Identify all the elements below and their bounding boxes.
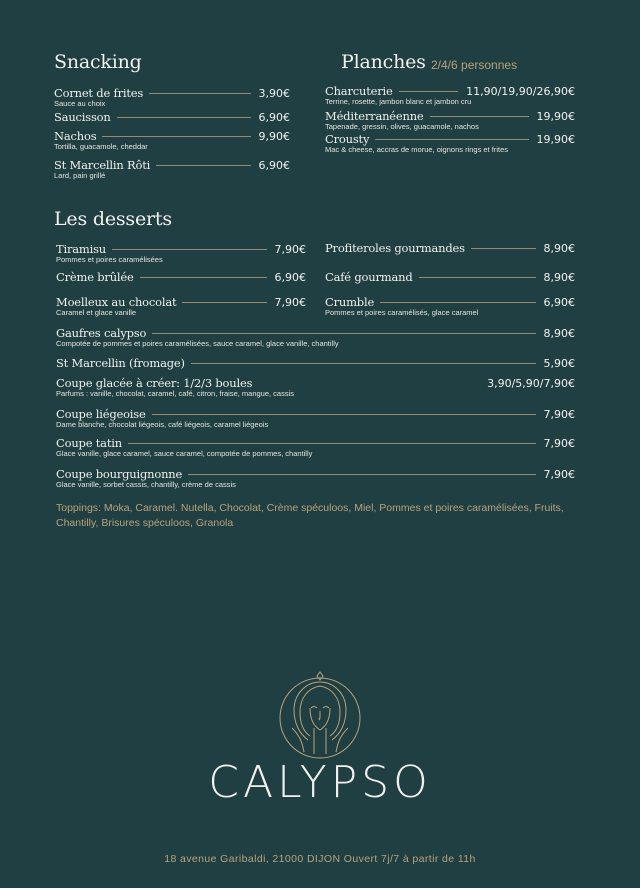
item-price: 7,90€ <box>274 295 306 309</box>
menu-item-line <box>56 376 575 390</box>
leader-divider <box>152 333 535 334</box>
menu-item-line <box>56 356 575 370</box>
item-price: 6,90€ <box>543 295 575 309</box>
leader-divider <box>152 414 536 415</box>
desserts-menu-item <box>325 241 575 254</box>
leader-divider <box>380 302 535 303</box>
item-price: 5,90€ <box>543 356 575 370</box>
item-name: St Marcellin (fromage) <box>56 356 185 370</box>
menu-item-line <box>56 407 575 421</box>
leader-divider <box>430 116 529 117</box>
item-name: Charcuterie <box>325 84 393 98</box>
leader-divider <box>156 165 250 166</box>
leader-divider <box>182 302 266 303</box>
snacking-title: Snacking <box>54 51 142 73</box>
desserts-menu-item <box>56 242 306 264</box>
planches-title: Planches <box>341 51 426 73</box>
footer-address: 18 avenue Garibaldi, 21000 DIJON Ouvert 7j/7 à partir de 11h <box>164 853 476 865</box>
item-name: Profiteroles gourmandes <box>325 241 465 255</box>
desserts-menu-item <box>56 270 306 283</box>
menu-item-line <box>56 467 575 481</box>
desserts-menu-item <box>56 467 575 489</box>
item-description: Pommes et poires caramélisées <box>56 255 163 264</box>
item-description: Sauce au choix <box>54 99 106 108</box>
brand-name: CALYPSO <box>208 757 432 808</box>
item-price: 7,90€ <box>543 407 575 421</box>
item-description: Tapenade, gressin, olives, guacamole, nachos <box>325 122 479 131</box>
item-name: Moelleux au chocolat <box>56 295 177 309</box>
item-name: Nachos <box>54 129 97 143</box>
item-name: Coupe glacée à créer: 1/2/3 boules <box>56 376 253 390</box>
desserts-menu-item <box>56 295 306 317</box>
item-name: Crème brûlée <box>56 270 134 284</box>
item-price: 7,90€ <box>274 242 306 256</box>
menu-item-line <box>325 241 575 255</box>
item-description: Pommes et poires caramélisés, glace caramel <box>325 308 479 317</box>
leader-divider <box>399 91 458 92</box>
desserts-menu-item <box>56 356 575 369</box>
item-description: Lard, pain grillé <box>54 171 106 180</box>
leader-divider <box>149 93 250 94</box>
snacking-menu-item <box>54 129 290 151</box>
leader-divider <box>117 117 251 118</box>
snacking-menu-item <box>54 86 290 108</box>
desserts-menu-item <box>56 326 575 348</box>
item-name: Gaufres calypso <box>56 326 147 340</box>
menu-item-line <box>54 110 290 124</box>
item-description: Glace vanille, sorbet cassis, chantilly, crème de cassis <box>56 480 236 489</box>
item-description: Parfums : vanille, chocolat, caramel, café, citron, fraise, mangue, cassis <box>56 389 295 398</box>
item-name: St Marcellin Rôti <box>54 158 151 172</box>
menu-item-line <box>54 86 290 100</box>
leader-divider <box>102 136 250 137</box>
desserts-menu-item <box>56 376 575 398</box>
menu-item-line <box>56 295 306 309</box>
leader-divider <box>375 139 528 140</box>
item-price: 8,90€ <box>543 241 575 255</box>
leader-divider <box>140 277 267 278</box>
item-name: Tiramisu <box>56 242 106 256</box>
item-description: Dame blanche, chocolat liégeois, café liégeois, caramel liégeois <box>56 420 269 429</box>
item-price: 8,90€ <box>543 326 575 340</box>
item-price: 7,90€ <box>543 467 575 481</box>
item-description: Terrine, rosette, jambon blanc et jambon cru <box>325 97 472 106</box>
leader-divider <box>128 443 536 444</box>
desserts-menu-item <box>56 436 575 458</box>
menu-item-line <box>56 436 575 450</box>
item-name: Coupe bourguignonne <box>56 467 183 481</box>
desserts-menu-item <box>325 270 575 283</box>
menu-item-line <box>325 84 575 98</box>
item-name: Coupe liégeoise <box>56 407 146 421</box>
item-price: 11,90/19,90/26,90€ <box>466 84 575 98</box>
item-price: 6,90€ <box>274 270 306 284</box>
leader-divider <box>471 248 536 249</box>
planches-menu-item <box>325 109 575 131</box>
item-name: Saucisson <box>54 110 111 124</box>
menu-item-line <box>325 109 575 123</box>
planches-subtitle: 2/4/6 personnes <box>431 58 518 72</box>
menu-item-line <box>56 242 306 256</box>
item-name: Cornet de frites <box>54 86 144 100</box>
item-price: 19,90€ <box>536 109 575 123</box>
item-description: Glace vanille, glace caramel, sauce caramel, compotée de pommes, chantilly <box>56 449 313 458</box>
snacking-menu-item <box>54 158 290 180</box>
item-price: 6,90€ <box>258 110 290 124</box>
item-name: Coupe tatin <box>56 436 122 450</box>
snacking-menu-item <box>54 110 290 123</box>
planches-menu-item <box>325 84 575 106</box>
item-name: Crousty <box>325 132 370 146</box>
item-name: Méditerranéenne <box>325 109 424 123</box>
toppings-text: Toppings: Moka, Caramel. Nutella, Chocolat, Crème spéculoos, Miel, Pommes et poires caramélisées, Fruits, Chantilly, Brisures spéculoos, Granola <box>56 502 564 529</box>
leader-divider <box>419 277 536 278</box>
desserts-menu-item <box>325 295 575 317</box>
item-name: Crumble <box>325 295 375 309</box>
desserts-menu-item <box>56 407 575 429</box>
item-price: 7,90€ <box>543 436 575 450</box>
menu-item-line <box>54 158 290 172</box>
leader-divider <box>188 474 535 475</box>
desserts-title: Les desserts <box>54 208 172 230</box>
planches-menu-item <box>325 132 575 154</box>
item-price: 3,90€ <box>258 86 290 100</box>
item-description: Compotée de pommes et poires caramélisées, sauce caramel, glace vanille, chantilly <box>56 339 339 348</box>
item-name: Café gourmand <box>325 270 413 284</box>
menu-item-line <box>56 270 306 284</box>
menu-item-line <box>325 295 575 309</box>
menu-item-line <box>54 129 290 143</box>
menu-item-line <box>325 270 575 284</box>
woman-face-circle-logo-icon <box>278 668 362 760</box>
item-description: Tortilla, guacamole, cheddar <box>54 142 148 151</box>
menu-item-line <box>56 326 575 340</box>
item-price: 9,90€ <box>258 129 290 143</box>
leader-divider <box>112 249 267 250</box>
item-price: 3,90/5,90/7,90€ <box>487 376 575 390</box>
item-price: 8,90€ <box>543 270 575 284</box>
item-price: 19,90€ <box>536 132 575 146</box>
item-price: 6,90€ <box>258 158 290 172</box>
item-description: Caramel et glace vanille <box>56 308 137 317</box>
leader-divider <box>191 363 536 364</box>
menu-item-line <box>325 132 575 146</box>
item-description: Mac & cheese, accras de morue, oignons rings et frites <box>325 145 509 154</box>
